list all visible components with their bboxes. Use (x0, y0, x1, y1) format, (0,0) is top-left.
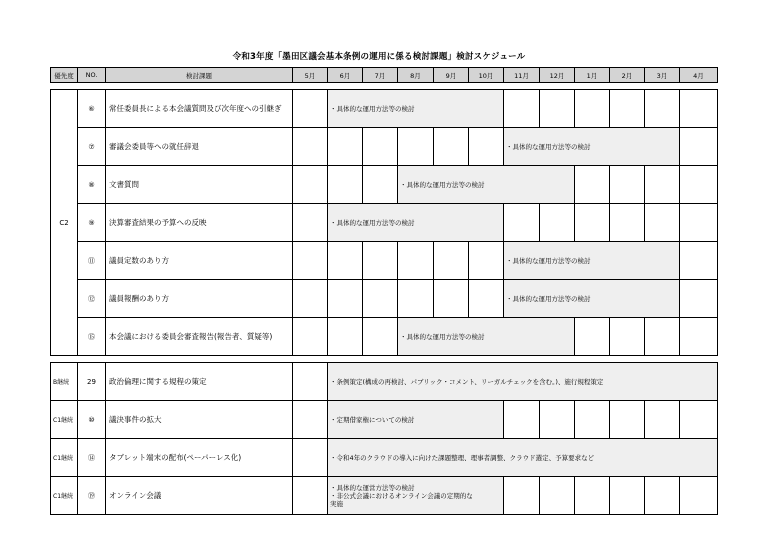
month-cell (504, 401, 540, 439)
month-cell (398, 280, 434, 318)
month-cell (645, 90, 680, 128)
month-cell (293, 166, 328, 204)
month-cell (575, 166, 610, 204)
month-cell (328, 280, 363, 318)
header-month: 11月 (504, 68, 540, 83)
month-cell (645, 204, 680, 242)
month-cell (680, 128, 718, 166)
topic-cell: 政治倫理に関する規程の策定 (106, 363, 293, 401)
priority-cell: C1継続 (51, 439, 78, 477)
month-cell (363, 280, 398, 318)
topic-cell: 議員報酬のあり方 (106, 280, 293, 318)
month-cell (293, 318, 328, 356)
month-cell (434, 280, 469, 318)
month-cell (610, 90, 645, 128)
topic-cell: 議決事件の拡大 (106, 401, 293, 439)
month-cell (293, 439, 328, 477)
task-line: 実施 (330, 499, 343, 508)
priority-cell: C1継続 (51, 477, 78, 515)
header-no: NO. (78, 68, 106, 83)
month-cell (540, 477, 575, 515)
month-cell (645, 477, 680, 515)
month-cell (540, 90, 575, 128)
header-month: 3月 (645, 68, 680, 83)
task-bar: ・具体的な運用方法等の検討 (328, 204, 504, 242)
month-cell (575, 90, 610, 128)
table-row (51, 477, 718, 515)
no-cell: ⑲ (78, 477, 106, 515)
task-bar: ・具体的な運用方法等の検討 (398, 318, 575, 356)
task-bar: ・具体的な運用方法等の検討 (398, 166, 575, 204)
group-c2-table (50, 89, 718, 356)
table-row (51, 401, 718, 439)
priority-cell: C1継続 (51, 401, 78, 439)
month-cell (680, 242, 718, 280)
table-row (51, 363, 718, 401)
month-cell (540, 401, 575, 439)
month-cell (293, 401, 328, 439)
month-cell (645, 166, 680, 204)
month-cell (363, 166, 398, 204)
no-cell: ⑥ (78, 90, 106, 128)
task-bar: ・具体的な運用方法等の検討 (328, 90, 504, 128)
topic-cell: オンライン会議 (106, 477, 293, 515)
month-cell (610, 477, 645, 515)
table-row (51, 128, 718, 166)
no-cell: ⑫ (78, 280, 106, 318)
no-cell: ⑭ (78, 439, 106, 477)
header-month: 6月 (328, 68, 363, 83)
header-month: 10月 (469, 68, 504, 83)
month-cell (680, 90, 718, 128)
month-cell (293, 363, 328, 401)
table-row (51, 90, 718, 128)
no-cell: ⑩ (78, 401, 106, 439)
month-cell (328, 166, 363, 204)
month-cell (434, 128, 469, 166)
header-month: 2月 (610, 68, 645, 83)
month-cell (504, 477, 540, 515)
header-month: 9月 (434, 68, 469, 83)
task-bar: ・令和4年のクラウドの導入に向けた課題整理、理事者調整、クラウド選定、予算要求など (328, 439, 718, 477)
task-bar: ・具体的な運用方法等の検討 (504, 242, 680, 280)
topic-cell: タブレット端末の配布(ペーパーレス化) (106, 439, 293, 477)
topic-cell: 常任委員長による本会議質問及び次年度への引継ぎ (106, 90, 293, 128)
month-cell (363, 242, 398, 280)
topic-cell: 文書質問 (106, 166, 293, 204)
month-cell (575, 477, 610, 515)
month-cell (293, 280, 328, 318)
month-cell (645, 401, 680, 439)
schedule-header (50, 67, 718, 83)
header-topic: 検討課題 (106, 68, 293, 83)
month-cell (610, 401, 645, 439)
month-cell (434, 242, 469, 280)
month-cell (328, 128, 363, 166)
no-cell: ⑨ (78, 204, 106, 242)
month-cell (540, 204, 575, 242)
topic-cell: 決算審査結果の予算への反映 (106, 204, 293, 242)
task-bar: ・条例策定(構成の再検討、パブリック・コメント、リーガルチェックを含む。)、施行規程策定 (328, 363, 718, 401)
priority-cell: C2 (51, 90, 78, 356)
topic-cell: 本会議における委員会審査報告(報告者、質疑等) (106, 318, 293, 356)
page-title: 令和3年度「墨田区議会基本条例の運用に係る検討課題」検討スケジュール (232, 52, 526, 62)
month-cell (328, 242, 363, 280)
month-cell (293, 204, 328, 242)
table-row (51, 242, 718, 280)
header-priority: 優先度 (51, 68, 78, 83)
table-row (51, 280, 718, 318)
task-bar: ・具体的な運用方法等の検討 (504, 280, 680, 318)
month-cell (680, 280, 718, 318)
month-cell (398, 242, 434, 280)
table-row (51, 318, 718, 356)
header-month: 5月 (293, 68, 328, 83)
table-row (51, 166, 718, 204)
header-month: 12月 (540, 68, 575, 83)
month-cell (680, 318, 718, 356)
month-cell (293, 477, 328, 515)
no-cell: 29 (78, 363, 106, 401)
month-cell (469, 242, 504, 280)
month-cell (363, 318, 398, 356)
month-cell (293, 242, 328, 280)
no-cell: ⑪ (78, 242, 106, 280)
month-cell (293, 90, 328, 128)
month-cell (575, 318, 610, 356)
month-cell (680, 477, 718, 515)
month-cell (293, 128, 328, 166)
task-bar: ・定期借家権についての検討 (328, 401, 504, 439)
task-line: ・具体的な運営方法等の検討 (330, 483, 415, 492)
month-cell (645, 318, 680, 356)
task-line: ・非公式会議におけるオンライン会議の定期的な (330, 491, 473, 500)
task-bar: ・具体的な運用方法等の検討 (504, 128, 680, 166)
header-month: 1月 (575, 68, 610, 83)
continuing-items-table (50, 362, 718, 515)
month-cell (504, 204, 540, 242)
month-cell (680, 204, 718, 242)
priority-cell: B継続 (51, 363, 78, 401)
no-cell: ⑦ (78, 128, 106, 166)
month-cell (504, 90, 540, 128)
table-row (51, 204, 718, 242)
month-cell (610, 318, 645, 356)
month-cell (680, 401, 718, 439)
no-cell: ⑧ (78, 166, 106, 204)
task-bar (328, 477, 504, 515)
month-cell (680, 166, 718, 204)
header-month: 8月 (398, 68, 434, 83)
month-cell (363, 128, 398, 166)
month-cell (575, 401, 610, 439)
header-month: 4月 (680, 68, 718, 83)
month-cell (398, 128, 434, 166)
month-cell (610, 204, 645, 242)
table-row (51, 439, 718, 477)
topic-cell: 審議会委員等への就任辞退 (106, 128, 293, 166)
topic-cell: 議員定数のあり方 (106, 242, 293, 280)
no-cell: ⑮ (78, 318, 106, 356)
month-cell (328, 318, 363, 356)
month-cell (469, 280, 504, 318)
month-cell (610, 166, 645, 204)
month-cell (469, 128, 504, 166)
month-cell (575, 204, 610, 242)
header-month: 7月 (363, 68, 398, 83)
